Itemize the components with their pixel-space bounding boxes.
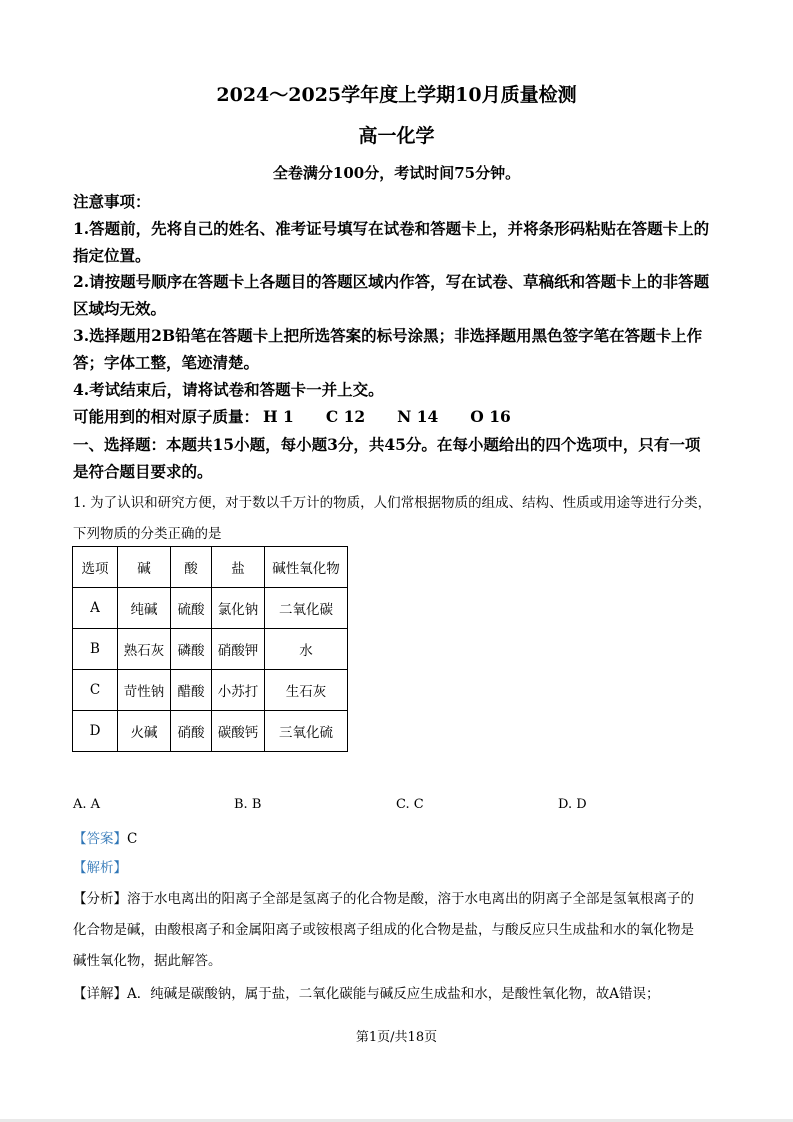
- detail-text: A．纯碱是碳酸钠，属于盐，二氧化碳能与碱反应生成盐和水，是酸性氧化物，故A错误；: [127, 986, 660, 1002]
- fenxi-line: [73, 887, 694, 907]
- table-cell: C: [73, 670, 118, 711]
- table-header-row: [73, 547, 348, 588]
- analysis-label: 【解析】: [73, 860, 127, 876]
- fenxi-label: 【分析】: [73, 891, 127, 907]
- table-cell: B: [73, 629, 118, 670]
- table-cell: 纯碱: [118, 588, 171, 629]
- table-header-cell: 酸: [171, 547, 212, 588]
- option-a: A. A: [73, 797, 101, 812]
- note-line: 3.选择题用2B铅笔在答题卡上把所选答案的标号涂黑；非选择题用黑色签字笔在答题卡上作: [73, 326, 703, 345]
- table-cell: 硝酸钾: [212, 629, 265, 670]
- fenxi-text: 溶于水电离出的阳离子全部是氢离子的化合物是酸，溶于水电离出的阴离子全部是氢氧根离子的: [127, 891, 694, 907]
- table-cell: 醋酸: [171, 670, 212, 711]
- table-header-cell: 碱: [118, 547, 171, 588]
- table-cell: 小苏打: [212, 670, 265, 711]
- fenxi-text: 碱性氧化物，据此解答。: [73, 953, 222, 969]
- page-footer: 第1页/共18页: [355, 1030, 438, 1045]
- table-cell: D: [73, 711, 118, 752]
- table-cell: 苛性钠: [118, 670, 171, 711]
- answer-line: [73, 827, 137, 847]
- table-cell: 磷酸: [171, 629, 212, 670]
- subject-title: 高一化学: [358, 125, 435, 147]
- option-c: C. C: [396, 797, 424, 812]
- detail-line: [73, 982, 660, 1002]
- table-header-cell: 盐: [212, 547, 265, 588]
- option-b: B. B: [234, 797, 262, 812]
- atomic-mass-item: H 1: [263, 407, 294, 426]
- table-cell: 水: [265, 629, 348, 670]
- table-row: [73, 629, 348, 670]
- table-row: [73, 588, 348, 629]
- table-cell: 生石灰: [265, 670, 348, 711]
- table-cell: 二氧化碳: [265, 588, 348, 629]
- table-cell: 三氧化硫: [265, 711, 348, 752]
- table-header-cell: 碱性氧化物: [265, 547, 348, 588]
- note-line: 答；字体工整，笔迹清楚。: [73, 353, 260, 372]
- atomic-masses-label: 可能用到的相对原子质量：: [73, 407, 260, 426]
- table-cell: 熟石灰: [118, 629, 171, 670]
- section-heading: 一、选择题：本题共15小题，每小题3分，共45分。在每小题给出的四个选项中，只有一项: [73, 435, 701, 454]
- note-line: 4.考试结束后，请将试卷和答题卡一并上交。: [73, 380, 384, 399]
- answer-label: 【答案】: [73, 831, 127, 847]
- fenxi-text: 化合物是碱，由酸根离子和金属阳离子或铵根离子组成的化合物是盐，与酸反应只生成盐和水的氧化物是: [73, 922, 694, 938]
- option-d: D. D: [558, 797, 587, 812]
- atomic-mass-item: N 14: [397, 407, 439, 426]
- table-cell: 氯化钠: [212, 588, 265, 629]
- question-1-stem: 1. 为了认识和研究方便，对于数以千万计的物质，人们常根据物质的组成、结构、性质或用途等进行分类，: [73, 495, 712, 511]
- table-cell: A: [73, 588, 118, 629]
- classification-table: [72, 546, 348, 752]
- atomic-mass-item: C 12: [325, 407, 366, 426]
- table-row: [73, 711, 348, 752]
- exam-info: 全卷满分100分，考试时间75分钟。: [272, 164, 521, 182]
- table-cell: 硫酸: [171, 588, 212, 629]
- question-1-stem-cont: 下列物质的分类正确的是: [73, 526, 222, 542]
- note-line: 2.请按题号顺序在答题卡上各题目的答题区域内作答，写在试卷、草稿纸和答题卡上的非答题: [73, 272, 710, 291]
- note-line: 指定位置。: [73, 246, 151, 265]
- note-line: 区域均无效。: [73, 299, 167, 318]
- table-cell: 硝酸: [171, 711, 212, 752]
- table-cell: 碳酸钙: [212, 711, 265, 752]
- table-row: [73, 670, 348, 711]
- detail-label: 【详解】: [73, 986, 127, 1002]
- atomic-mass-item: O 16: [470, 407, 511, 426]
- exam-title: 2024～2025学年度上学期10月质量检测: [216, 84, 577, 106]
- table-header-cell: 选项: [73, 547, 118, 588]
- answer-value: C: [127, 831, 138, 847]
- table-cell: 火碱: [118, 711, 171, 752]
- note-line: 1.答题前，先将自己的姓名、准考证号填写在试卷和答题卡上，并将条形码粘贴在答题卡上的: [73, 219, 710, 238]
- notes-heading: 注意事项：: [73, 192, 151, 211]
- atomic-masses: [73, 405, 511, 427]
- section-heading-cont: 是符合题目要求的。: [73, 462, 213, 481]
